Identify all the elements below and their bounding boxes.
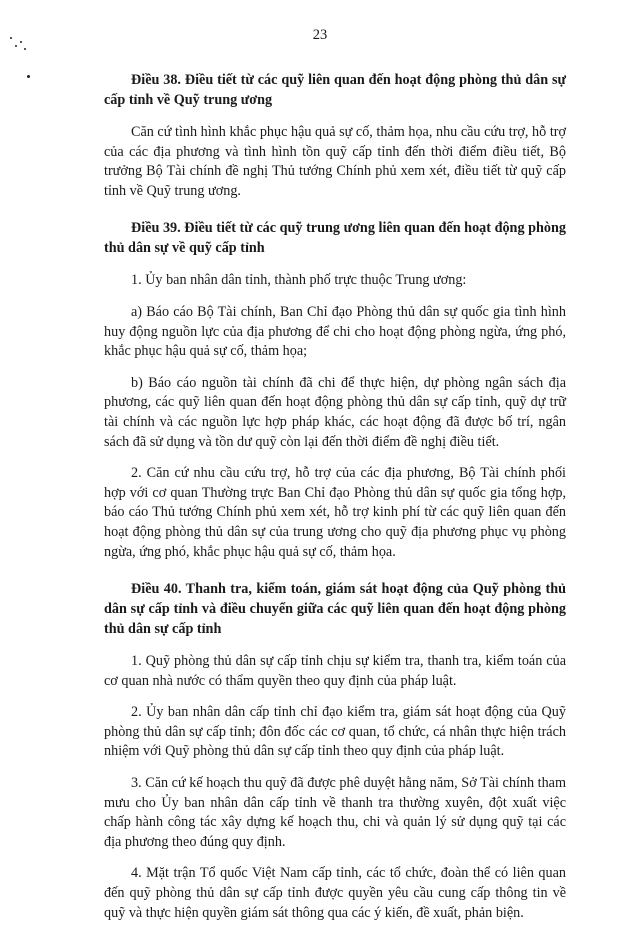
article-38-paragraph: Căn cứ tình hình khắc phục hậu quả sự cố, thảm họa, nhu cầu cứu trợ, hỗ trợ của các địa phương và tình hình tồn quỹ cấp tỉnh đến thời điểm điều tiết, Bộ trưởng Bộ Tài chính đề nghị Thủ tướng Chính phủ xem xét, điều tiết từ quỹ cấp tỉnh về Quỹ trung ương.: [104, 124, 566, 199]
article-40-clause-4: 4. Mặt trận Tổ quốc Việt Nam cấp tỉnh, các tổ chức, đoàn thể có liên quan đến quỹ phòng thủ dân sự cấp tỉnh được quyền yêu cầu cung cấp thông tin về quỹ và thực hiện quyền giám sát thông qua các ý kiến, đề xuất, phản biện.: [104, 865, 566, 921]
article-40-clause-1: 1. Quỹ phòng thủ dân sự cấp tỉnh chịu sự kiểm tra, thanh tra, kiểm toán của cơ quan nhà nước có thẩm quyền theo quy định của pháp luật.: [104, 653, 566, 689]
page-number: 23: [312, 27, 328, 43]
article-40-clause-3: 3. Căn cứ kế hoạch thu quỹ đã được phê duyệt hằng năm, Sở Tài chính tham mưu cho Ủy ban nhân dân cấp tỉnh về thanh tra thường xuyên, đột xuất việc chấp hành công tác xây dựng kế hoạch thu, chi và quản lý sử dụng quỹ tại các địa phương theo đúng quy định.: [104, 775, 566, 850]
scan-speck: [10, 37, 12, 39]
article-39-heading: Điều 39. Điều tiết từ các quỹ trung ương liên quan đến hoạt động phòng thủ dân sự về quỹ cấp tỉnh: [104, 220, 566, 257]
scan-speck: [20, 41, 22, 43]
article-39-clause-2: 2. Căn cứ nhu cầu cứu trợ, hỗ trợ của các địa phương, Bộ Tài chính phối hợp với cơ quan Thường trực Ban Chỉ đạo Phòng thủ dân sự quốc gia tổng hợp, báo cáo Thủ tướng Chính phủ xem xét, hỗ trợ kinh phí từ các quỹ liên quan đến hoạt động phòng thủ dân sự của trung ương cho quỹ địa phương phục vụ phòng ngừa, ứng phó, khắc phục hậu quả sự cố, thảm họa.: [104, 465, 566, 560]
scan-speck: [24, 48, 26, 50]
article-40-clause-2: 2. Ủy ban nhân dân cấp tỉnh chỉ đạo kiểm tra, giám sát hoạt động của Quỹ phòng thủ dân sự cấp tỉnh; đôn đốc các cơ quan, tổ chức, cá nhân thực hiện trách nhiệm với Quỹ phòng thủ dân sự cấp tỉnh theo quy định của pháp luật.: [104, 704, 566, 760]
article-39-point-b: b) Báo cáo nguồn tài chính đã chi để thực hiện, dự phòng ngân sách địa phương, các quỹ liên quan đến hoạt động phòng thủ dân sự cấp tỉnh, quỹ dự trữ tài chính và các nguồn lực hợp pháp khác, các hoạt động đã được bố trí, ngân sách đã sử dụng và tồn dư quỹ còn lại đến thời điểm đề nghị điều tiết.: [104, 374, 566, 450]
article-39-point-a: a) Báo cáo Bộ Tài chính, Ban Chỉ đạo Phòng thủ dân sự quốc gia tình hình huy động nguồn lực của địa phương để chi cho hoạt động phòng ngừa, ứng phó, khắc phục hậu quả sự cố, thảm họa;: [104, 303, 566, 360]
scan-speck: [15, 45, 17, 47]
article-39-clause-1: 1. Ủy ban nhân dân tỉnh, thành phố trực thuộc Trung ương:: [131, 272, 467, 289]
article-38-heading: Điều 38. Điều tiết từ các quỹ liên quan đến hoạt động phòng thủ dân sự cấp tỉnh về Quỹ trung ương: [104, 72, 566, 108]
scan-speck: [27, 75, 30, 78]
article-40-heading: Điều 40. Thanh tra, kiểm toán, giám sát hoạt động của Quỹ phòng thủ dân sự cấp tỉnh và điều chuyển giữa các quỹ liên quan đến hoạt động phòng thủ dân sự cấp tỉnh: [104, 581, 566, 638]
document-body: [104, 70, 566, 935]
